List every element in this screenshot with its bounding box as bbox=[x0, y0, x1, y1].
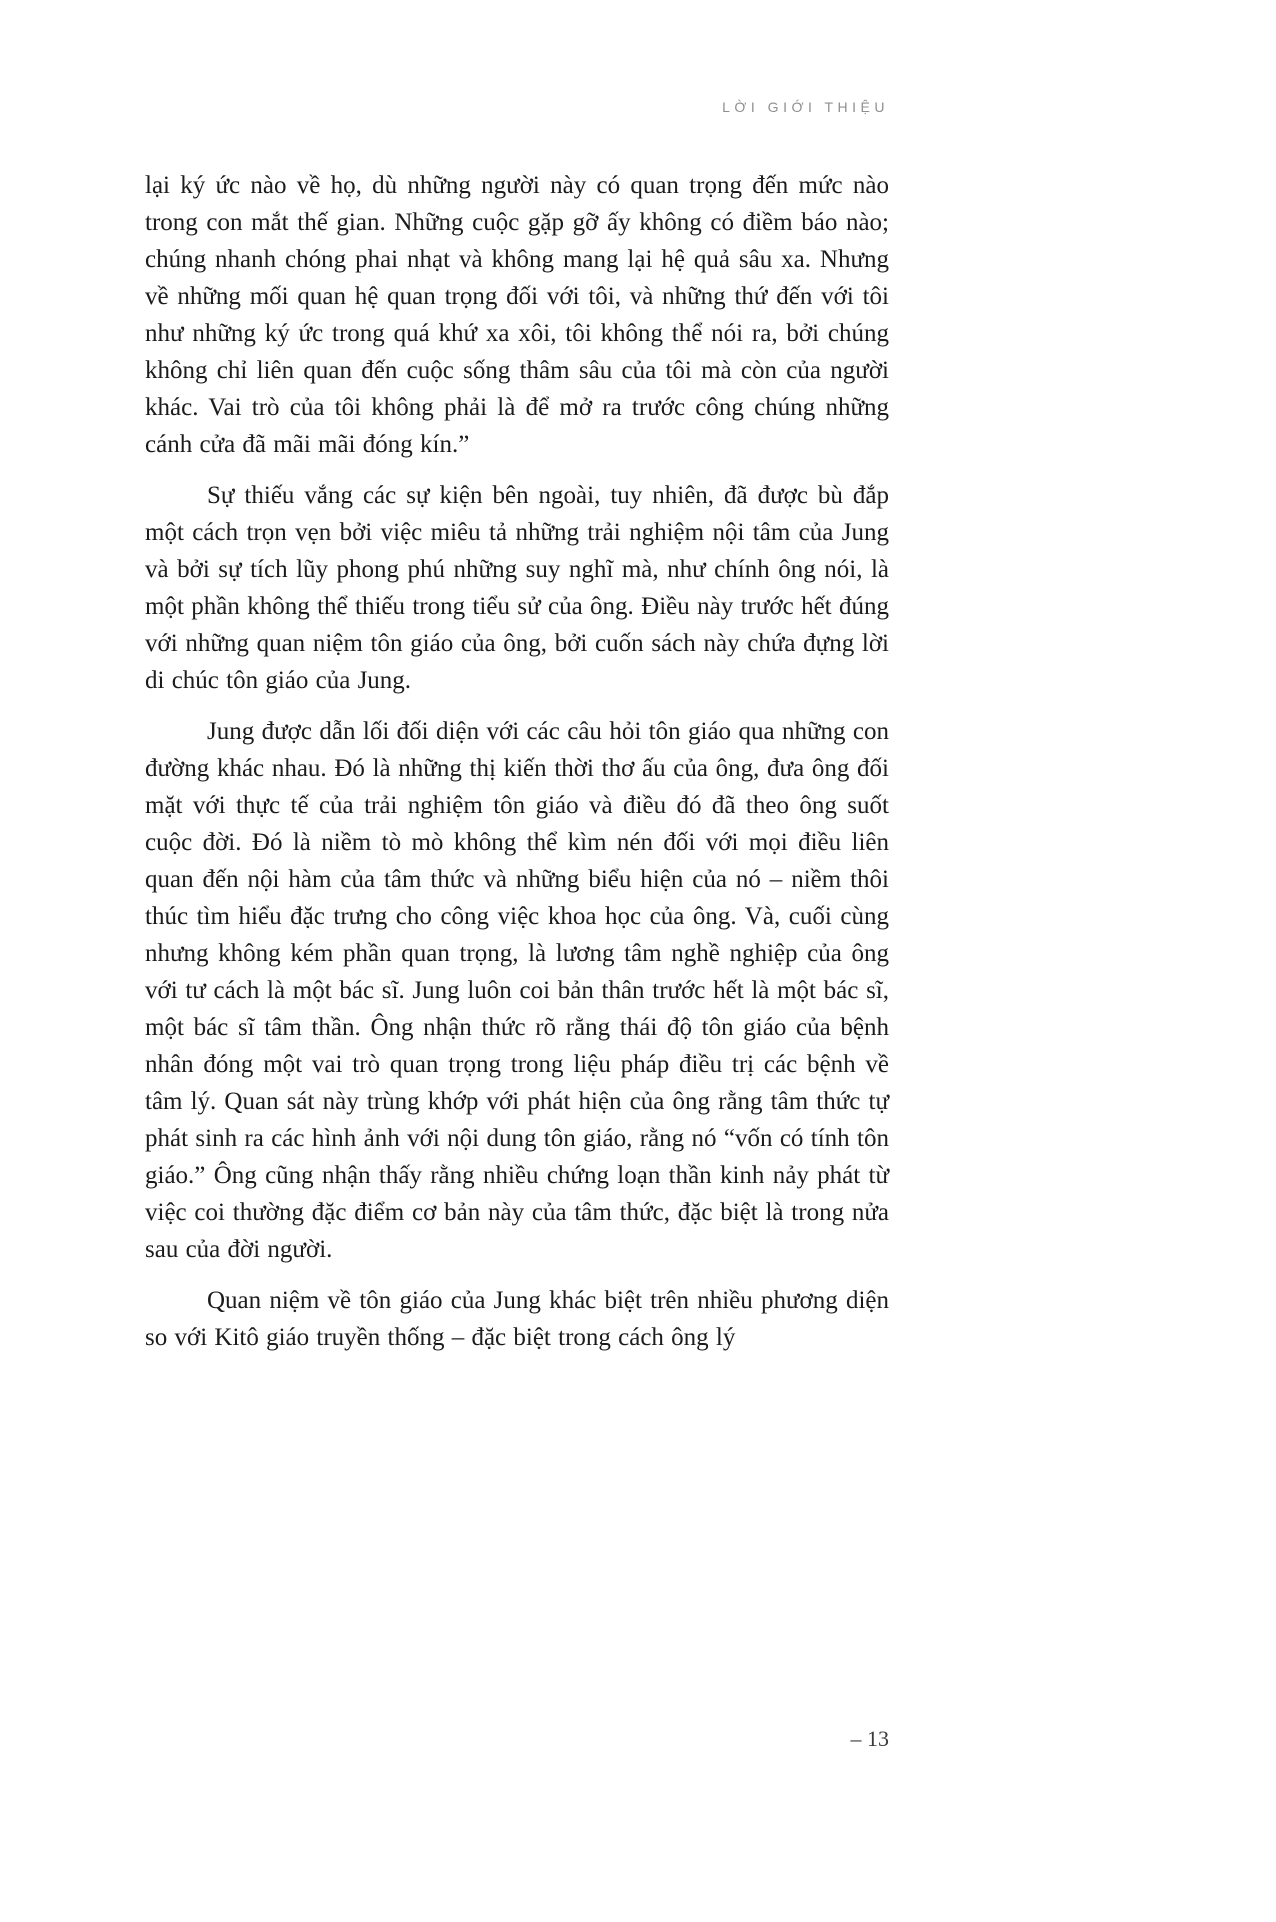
paragraph: Sự thiếu vắng các sự kiện bên ngoài, tuy nhiên, đã được bù đắp một cách trọn vẹn bởi việc miêu tả những trải nghiệm nội tâm của Jung và bởi sự tích lũy phong phú những suy nghĩ mà, như chính ông nói, là một phần không thể thiếu trong tiểu sử của ông. Điều này trước hết đúng với những quan niệm tôn giáo của ông, bởi cuốn sách này chứa đựng lời di chúc tôn giáo của Jung. bbox=[145, 482, 889, 694]
paragraph: Quan niệm về tôn giáo của Jung khác biệt trên nhiều phương diện so với Kitô giáo truyền thống – đặc biệt trong cách ông lý bbox=[145, 1287, 889, 1351]
text-block bbox=[145, 0, 889, 1370]
running-header: LỜI GIỚI THIỆU bbox=[722, 99, 889, 115]
paragraph-continuation: lại ký ức nào về họ, dù những người này có quan trọng đến mức nào trong con mắt thế gian. Những cuộc gặp gỡ ấy không có điềm báo nào; chúng nhanh chóng phai nhạt và không mang lại hệ quả sâu xa. Nhưng về những mối quan hệ quan trọng đối với tôi, và những thứ đến với tôi như những ký ức trong quá khứ xa xôi, tôi không thể nói ra, bởi chúng không chỉ liên quan đến cuộc sống thâm sâu của tôi mà còn của người khác. Vai trò của tôi không phải là để mở ra trước công chúng những cánh cửa đã mãi mãi đóng kín.” bbox=[145, 172, 889, 458]
paragraph: Jung được dẫn lối đối diện với các câu hỏi tôn giáo qua những con đường khác nhau. Đó là những thị kiến thời thơ ấu của ông, đưa ông đối mặt với thực tế của trải nghiệm tôn giáo và điều đó đã theo ông suốt cuộc đời. Đó là niềm tò mò không thể kìm nén đối với mọi điều liên quan đến nội hàm của tâm thức và những biểu hiện của nó – niềm thôi thúc tìm hiểu đặc trưng cho công việc khoa học của ông. Và, cuối cùng nhưng không kém phần quan trọng, là lương tâm nghề nghiệp của ông với tư cách là một bác sĩ. Jung luôn coi bản thân trước hết là một bác sĩ, một bác sĩ tâm thần. Ông nhận thức rõ rằng thái độ tôn giáo của bệnh nhân đóng một vai trò quan trọng trong liệu pháp điều trị các bệnh về tâm lý. Quan sát này trùng khớp với phát hiện của ông rằng tâm thức tự phát sinh ra các hình ảnh với nội dung tôn giáo, rằng nó “vốn có tính tôn giáo.” Ông cũng nhận thấy rằng nhiều chứng loạn thần kinh nảy phát từ việc coi thường đặc điểm cơ bản này của tâm thức, đặc biệt là trong nửa sau của đời người. bbox=[145, 718, 889, 1263]
page-number: – 13 bbox=[850, 1726, 889, 1751]
